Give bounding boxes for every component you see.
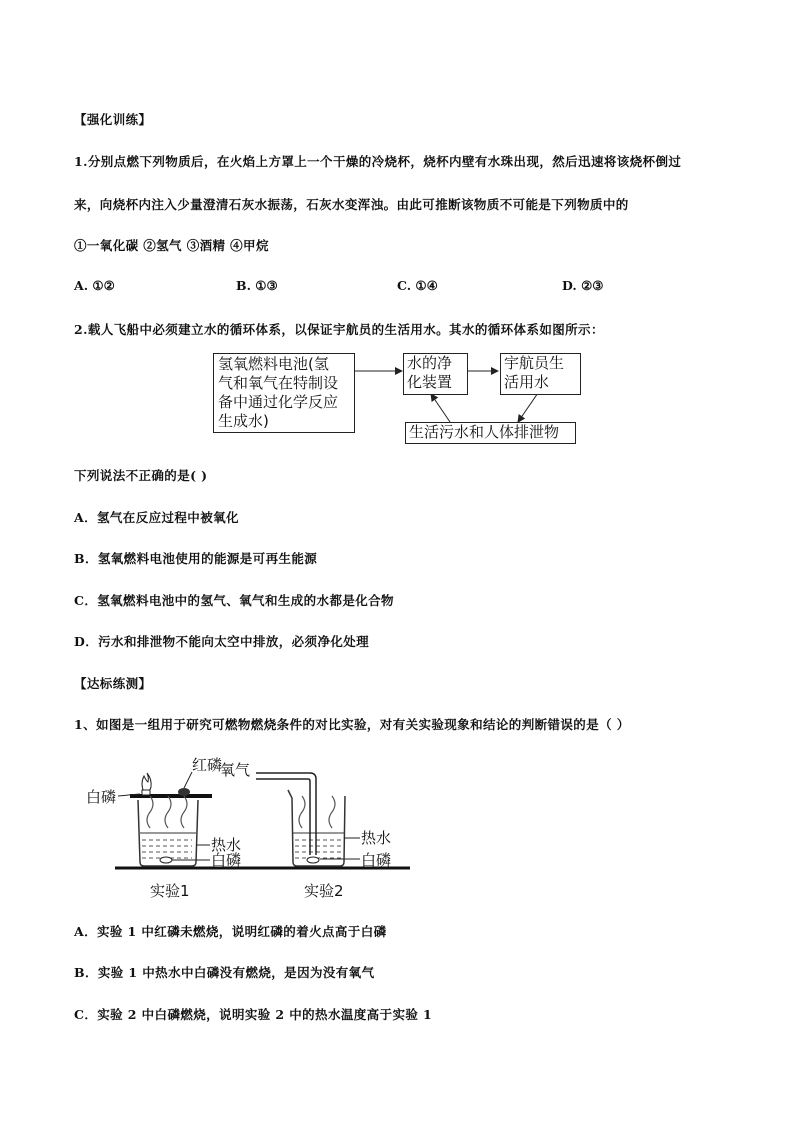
s2-q1-option-a: A．实验 1 中红磷未燃烧，说明红磷的着火点高于白磷 (74, 924, 387, 939)
white-phosphorus-2 (307, 857, 319, 863)
experiment-2 (256, 773, 360, 866)
q1-option-c: C. ①④ (397, 278, 438, 293)
purifier-box (403, 353, 468, 395)
s2-q1-stem: 1、如图是一组用于研究可燃物燃烧条件的对比实验，对有关实验现象和结论的判断错误的是（ ） (74, 717, 630, 732)
q1-option-b: B. ①③ (236, 278, 278, 293)
q1-items: ①一氧化碳 ②氢气 ③酒精 ④甲烷 (74, 238, 269, 253)
q2-option-c: C．氢氧燃料电池中的氢气、氧气和生成的水都是化合物 (74, 593, 394, 608)
q2-question: 下列说法不正确的是( ) (74, 468, 208, 483)
waste-box: 生活污水和人体排泄物 (405, 422, 576, 444)
fuel-cell-line1: 氢氧燃料电池(氢 (218, 355, 329, 373)
steam-1 (147, 796, 187, 828)
label-hot-water-2: 热水 (361, 829, 392, 847)
purifier-line1: 水的净 (407, 354, 453, 372)
fuel-cell-line2: 气和氧气在特制设 (218, 374, 339, 392)
arrow-waste-to-purifier (431, 394, 450, 422)
fuel-cell-line4: 生成水) (218, 412, 269, 430)
q2-option-a: A．氢气在反应过程中被氧化 (74, 510, 239, 525)
astronaut-water-line1: 宇航员生 (504, 354, 565, 372)
fuel-cell-line3: 备中通过化学反应 (218, 393, 339, 411)
q1-option-a: A. ①② (74, 278, 115, 293)
q2-option-d: D．污水和排泄物不能向太空中排放，必须净化处理 (74, 634, 370, 649)
flame-icon (142, 773, 151, 792)
astronaut-water-box (500, 353, 581, 395)
q1-option-d: D. ②③ (562, 278, 604, 293)
caption-experiment-1: 实验1 (150, 882, 190, 900)
section-heading-assessment: 【达标练测】 (74, 676, 152, 691)
water-cycle-diagram (210, 350, 590, 445)
q1-stem-line1: 1.分别点燃下列物质后，在火焰上方罩上一个干燥的冷烧杯，烧杯内壁有水珠出现，然后迅速将该烧杯倒过 (74, 154, 682, 169)
q2-option-b: B．氢氧燃料电池使用的能源是可再生能源 (74, 551, 318, 566)
label-red-phosphorus: 红磷 (192, 756, 223, 774)
purifier-line2: 化装置 (407, 373, 453, 391)
white-phosphorus-underwater (160, 857, 172, 863)
caption-experiment-2: 实验2 (304, 882, 344, 900)
experiment-1 (118, 772, 212, 866)
label-white-phosphorus-bottom: 白磷 (211, 851, 242, 869)
label-white-phosphorus-top: 白磷 (86, 788, 117, 806)
q1-stem-line2: 来，向烧杯内注入少量澄清石灰水振荡，石灰水变浑浊。由此可推断该物质不可能是下列物质中的 (74, 197, 629, 212)
red-phosphorus (178, 788, 190, 796)
oxygen-tube (256, 773, 316, 855)
section-heading-strengthen: 【强化训练】 (74, 112, 152, 127)
label-oxygen: 氧气 (220, 761, 251, 779)
astronaut-water-line2: 活用水 (504, 373, 550, 391)
combustion-experiment-figure (80, 750, 420, 905)
s2-q1-option-c: C．实验 2 中白磷燃烧，说明实验 2 中的热水温度高于实验 1 (74, 1007, 433, 1022)
fuel-cell-box (213, 353, 355, 433)
label-hot-water-1: 热水 (211, 836, 242, 854)
q2-stem: 2.载人飞船中必须建立水的循环体系，以保证宇航员的生活用水。其水的循环体系如图所示： (74, 322, 604, 337)
steam-2 (299, 796, 335, 828)
s2-q1-option-b: B．实验 1 中热水中白磷没有燃烧，是因为没有氧气 (74, 965, 375, 980)
label-white-phosphorus-2: 白磷 (361, 851, 392, 869)
